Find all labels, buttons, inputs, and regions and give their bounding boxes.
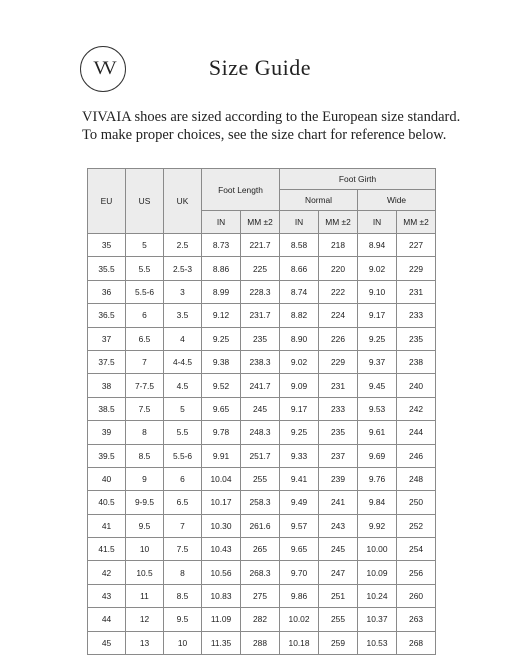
cell-normal-mm: 218 bbox=[319, 234, 358, 257]
table-row bbox=[88, 257, 436, 280]
cell-normal-mm: 231 bbox=[319, 374, 358, 397]
cell-wide-in: 9.45 bbox=[358, 374, 397, 397]
cell-normal-mm: 239 bbox=[319, 467, 358, 490]
table-row bbox=[88, 374, 436, 397]
cell-uk: 8.5 bbox=[164, 584, 202, 607]
page-title: Size Guide bbox=[208, 55, 312, 80]
cell-length-in: 11.35 bbox=[202, 631, 241, 654]
cell-wide-in: 10.53 bbox=[358, 631, 397, 654]
cell-length-mm: 268.3 bbox=[241, 561, 280, 584]
cell-normal-in: 10.18 bbox=[280, 631, 319, 654]
table-row bbox=[88, 608, 436, 631]
cell-normal-in: 10.02 bbox=[280, 608, 319, 631]
cell-us: 9.5 bbox=[126, 514, 164, 537]
cell-wide-mm: 227 bbox=[397, 234, 436, 257]
cell-length-mm: 288 bbox=[241, 631, 280, 654]
cell-us: 12 bbox=[126, 608, 164, 631]
cell-us: 10 bbox=[126, 538, 164, 561]
cell-uk: 9.5 bbox=[164, 608, 202, 631]
cell-eu: 35 bbox=[88, 234, 126, 257]
header-normal: Normal bbox=[280, 190, 358, 211]
cell-wide-mm: 229 bbox=[397, 257, 436, 280]
cell-wide-mm: 235 bbox=[397, 327, 436, 350]
cell-eu: 40 bbox=[88, 467, 126, 490]
cell-us: 5 bbox=[126, 234, 164, 257]
cell-normal-mm: 229 bbox=[319, 350, 358, 373]
table-row bbox=[88, 514, 436, 537]
cell-wide-mm: 260 bbox=[397, 584, 436, 607]
cell-eu: 38 bbox=[88, 374, 126, 397]
header-eu: EU bbox=[88, 169, 126, 234]
cell-wide-mm: 238 bbox=[397, 350, 436, 373]
table-row bbox=[88, 421, 436, 444]
cell-normal-mm: 233 bbox=[319, 397, 358, 420]
table-row bbox=[88, 631, 436, 654]
cell-length-mm: 235 bbox=[241, 327, 280, 350]
table-row bbox=[88, 561, 436, 584]
table-row bbox=[88, 397, 436, 420]
cell-us: 5.5 bbox=[126, 257, 164, 280]
cell-wide-mm: 242 bbox=[397, 397, 436, 420]
header-length-in: IN bbox=[202, 211, 241, 234]
header-normal-mm: MM ±2 bbox=[319, 211, 358, 234]
cell-normal-in: 8.74 bbox=[280, 280, 319, 303]
cell-wide-in: 9.84 bbox=[358, 491, 397, 514]
cell-wide-in: 9.53 bbox=[358, 397, 397, 420]
cell-normal-in: 9.02 bbox=[280, 350, 319, 373]
cell-uk: 5.5-6 bbox=[164, 444, 202, 467]
cell-length-mm: 282 bbox=[241, 608, 280, 631]
cell-length-in: 10.04 bbox=[202, 467, 241, 490]
cell-length-mm: 238.3 bbox=[241, 350, 280, 373]
cell-uk: 7.5 bbox=[164, 538, 202, 561]
cell-wide-in: 9.69 bbox=[358, 444, 397, 467]
cell-us: 9-9.5 bbox=[126, 491, 164, 514]
intro-text bbox=[82, 108, 502, 144]
table-row bbox=[88, 350, 436, 373]
cell-us: 8 bbox=[126, 421, 164, 444]
cell-eu: 41.5 bbox=[88, 538, 126, 561]
cell-normal-in: 9.25 bbox=[280, 421, 319, 444]
cell-length-mm: 251.7 bbox=[241, 444, 280, 467]
cell-length-mm: 241.7 bbox=[241, 374, 280, 397]
size-chart-table bbox=[87, 168, 436, 655]
cell-normal-mm: 222 bbox=[319, 280, 358, 303]
cell-length-mm: 261.6 bbox=[241, 514, 280, 537]
cell-wide-in: 10.37 bbox=[358, 608, 397, 631]
cell-length-in: 8.73 bbox=[202, 234, 241, 257]
cell-us: 7 bbox=[126, 350, 164, 373]
cell-length-mm: 231.7 bbox=[241, 304, 280, 327]
cell-wide-in: 9.76 bbox=[358, 467, 397, 490]
cell-uk: 4-4.5 bbox=[164, 350, 202, 373]
cell-uk: 4 bbox=[164, 327, 202, 350]
cell-wide-mm: 233 bbox=[397, 304, 436, 327]
cell-us: 8.5 bbox=[126, 444, 164, 467]
cell-normal-mm: 237 bbox=[319, 444, 358, 467]
header-wide-in: IN bbox=[358, 211, 397, 234]
cell-uk: 5 bbox=[164, 397, 202, 420]
cell-length-mm: 225 bbox=[241, 257, 280, 280]
cell-uk: 2.5 bbox=[164, 234, 202, 257]
cell-uk: 3 bbox=[164, 280, 202, 303]
cell-eu: 36 bbox=[88, 280, 126, 303]
cell-normal-in: 8.90 bbox=[280, 327, 319, 350]
cell-length-in: 8.86 bbox=[202, 257, 241, 280]
header-us: US bbox=[126, 169, 164, 234]
cell-wide-mm: 240 bbox=[397, 374, 436, 397]
cell-wide-in: 9.10 bbox=[358, 280, 397, 303]
cell-uk: 8 bbox=[164, 561, 202, 584]
cell-eu: 37 bbox=[88, 327, 126, 350]
table-row bbox=[88, 304, 436, 327]
cell-length-in: 9.91 bbox=[202, 444, 241, 467]
cell-length-mm: 265 bbox=[241, 538, 280, 561]
cell-normal-mm: 243 bbox=[319, 514, 358, 537]
cell-length-in: 11.09 bbox=[202, 608, 241, 631]
logo-monogram: VV bbox=[93, 58, 113, 79]
cell-us: 7.5 bbox=[126, 397, 164, 420]
cell-length-mm: 248.3 bbox=[241, 421, 280, 444]
table-row bbox=[88, 280, 436, 303]
cell-wide-in: 10.24 bbox=[358, 584, 397, 607]
size-rows bbox=[88, 234, 436, 655]
cell-us: 6.5 bbox=[126, 327, 164, 350]
cell-length-in: 9.12 bbox=[202, 304, 241, 327]
cell-normal-in: 8.82 bbox=[280, 304, 319, 327]
cell-length-in: 10.43 bbox=[202, 538, 241, 561]
cell-wide-mm: 244 bbox=[397, 421, 436, 444]
cell-normal-mm: 245 bbox=[319, 538, 358, 561]
header-wide-mm: MM ±2 bbox=[397, 211, 436, 234]
cell-eu: 44 bbox=[88, 608, 126, 631]
cell-wide-mm: 254 bbox=[397, 538, 436, 561]
cell-length-in: 10.17 bbox=[202, 491, 241, 514]
cell-wide-in: 9.25 bbox=[358, 327, 397, 350]
cell-uk: 7 bbox=[164, 514, 202, 537]
table-row bbox=[88, 491, 436, 514]
intro-line-2: To make proper choices, see the size chart for reference below. bbox=[82, 127, 447, 143]
cell-us: 10.5 bbox=[126, 561, 164, 584]
cell-uk: 6.5 bbox=[164, 491, 202, 514]
cell-normal-in: 9.49 bbox=[280, 491, 319, 514]
table-row bbox=[88, 327, 436, 350]
cell-wide-in: 10.00 bbox=[358, 538, 397, 561]
cell-eu: 37.5 bbox=[88, 350, 126, 373]
cell-normal-mm: 220 bbox=[319, 257, 358, 280]
cell-length-in: 9.38 bbox=[202, 350, 241, 373]
cell-wide-in: 8.94 bbox=[358, 234, 397, 257]
cell-length-in: 8.99 bbox=[202, 280, 241, 303]
cell-eu: 40.5 bbox=[88, 491, 126, 514]
cell-wide-in: 9.92 bbox=[358, 514, 397, 537]
cell-normal-in: 8.66 bbox=[280, 257, 319, 280]
cell-wide-mm: 250 bbox=[397, 491, 436, 514]
cell-wide-mm: 268 bbox=[397, 631, 436, 654]
cell-uk: 5.5 bbox=[164, 421, 202, 444]
cell-eu: 36.5 bbox=[88, 304, 126, 327]
cell-wide-in: 9.02 bbox=[358, 257, 397, 280]
cell-wide-mm: 252 bbox=[397, 514, 436, 537]
cell-eu: 41 bbox=[88, 514, 126, 537]
cell-wide-in: 9.37 bbox=[358, 350, 397, 373]
cell-length-mm: 255 bbox=[241, 467, 280, 490]
cell-us: 6 bbox=[126, 304, 164, 327]
cell-normal-mm: 259 bbox=[319, 631, 358, 654]
table-row bbox=[88, 444, 436, 467]
cell-length-mm: 221.7 bbox=[241, 234, 280, 257]
cell-wide-in: 9.61 bbox=[358, 421, 397, 444]
cell-length-in: 9.78 bbox=[202, 421, 241, 444]
header-foot-girth: Foot Girth bbox=[280, 169, 436, 190]
cell-us: 11 bbox=[126, 584, 164, 607]
cell-normal-in: 9.17 bbox=[280, 397, 319, 420]
table-row bbox=[88, 467, 436, 490]
cell-length-in: 9.52 bbox=[202, 374, 241, 397]
cell-length-in: 9.25 bbox=[202, 327, 241, 350]
cell-normal-in: 9.33 bbox=[280, 444, 319, 467]
cell-eu: 39 bbox=[88, 421, 126, 444]
cell-eu: 45 bbox=[88, 631, 126, 654]
cell-length-in: 10.83 bbox=[202, 584, 241, 607]
cell-wide-mm: 231 bbox=[397, 280, 436, 303]
cell-length-mm: 275 bbox=[241, 584, 280, 607]
cell-normal-mm: 235 bbox=[319, 421, 358, 444]
header-wide: Wide bbox=[358, 190, 436, 211]
cell-normal-in: 9.86 bbox=[280, 584, 319, 607]
cell-normal-in: 9.70 bbox=[280, 561, 319, 584]
cell-wide-mm: 246 bbox=[397, 444, 436, 467]
intro-line-1: VIVAIA shoes are sized according to the European size standard. bbox=[82, 109, 461, 125]
cell-normal-mm: 241 bbox=[319, 491, 358, 514]
cell-eu: 38.5 bbox=[88, 397, 126, 420]
cell-us: 13 bbox=[126, 631, 164, 654]
cell-wide-mm: 263 bbox=[397, 608, 436, 631]
cell-uk: 3.5 bbox=[164, 304, 202, 327]
cell-length-mm: 258.3 bbox=[241, 491, 280, 514]
header-uk: UK bbox=[164, 169, 202, 234]
cell-uk: 10 bbox=[164, 631, 202, 654]
cell-normal-in: 9.65 bbox=[280, 538, 319, 561]
cell-us: 7-7.5 bbox=[126, 374, 164, 397]
cell-normal-mm: 226 bbox=[319, 327, 358, 350]
cell-wide-mm: 248 bbox=[397, 467, 436, 490]
cell-normal-mm: 251 bbox=[319, 584, 358, 607]
table-row bbox=[88, 234, 436, 257]
cell-wide-mm: 256 bbox=[397, 561, 436, 584]
cell-wide-in: 10.09 bbox=[358, 561, 397, 584]
cell-normal-mm: 255 bbox=[319, 608, 358, 631]
cell-length-in: 9.65 bbox=[202, 397, 241, 420]
cell-eu: 35.5 bbox=[88, 257, 126, 280]
cell-length-mm: 245 bbox=[241, 397, 280, 420]
cell-length-in: 10.56 bbox=[202, 561, 241, 584]
cell-normal-in: 9.41 bbox=[280, 467, 319, 490]
cell-normal-mm: 247 bbox=[319, 561, 358, 584]
cell-uk: 4.5 bbox=[164, 374, 202, 397]
cell-normal-in: 8.58 bbox=[280, 234, 319, 257]
header-normal-in: IN bbox=[280, 211, 319, 234]
header-length-mm: MM ±2 bbox=[241, 211, 280, 234]
cell-eu: 42 bbox=[88, 561, 126, 584]
cell-uk: 2.5-3 bbox=[164, 257, 202, 280]
cell-wide-in: 9.17 bbox=[358, 304, 397, 327]
header-foot-length: Foot Length bbox=[202, 169, 280, 211]
cell-eu: 43 bbox=[88, 584, 126, 607]
cell-us: 9 bbox=[126, 467, 164, 490]
cell-eu: 39.5 bbox=[88, 444, 126, 467]
cell-us: 5.5-6 bbox=[126, 280, 164, 303]
table-row bbox=[88, 584, 436, 607]
cell-normal-in: 9.57 bbox=[280, 514, 319, 537]
cell-normal-mm: 224 bbox=[319, 304, 358, 327]
cell-normal-in: 9.09 bbox=[280, 374, 319, 397]
table-row bbox=[88, 538, 436, 561]
cell-length-in: 10.30 bbox=[202, 514, 241, 537]
cell-length-mm: 228.3 bbox=[241, 280, 280, 303]
cell-uk: 6 bbox=[164, 467, 202, 490]
